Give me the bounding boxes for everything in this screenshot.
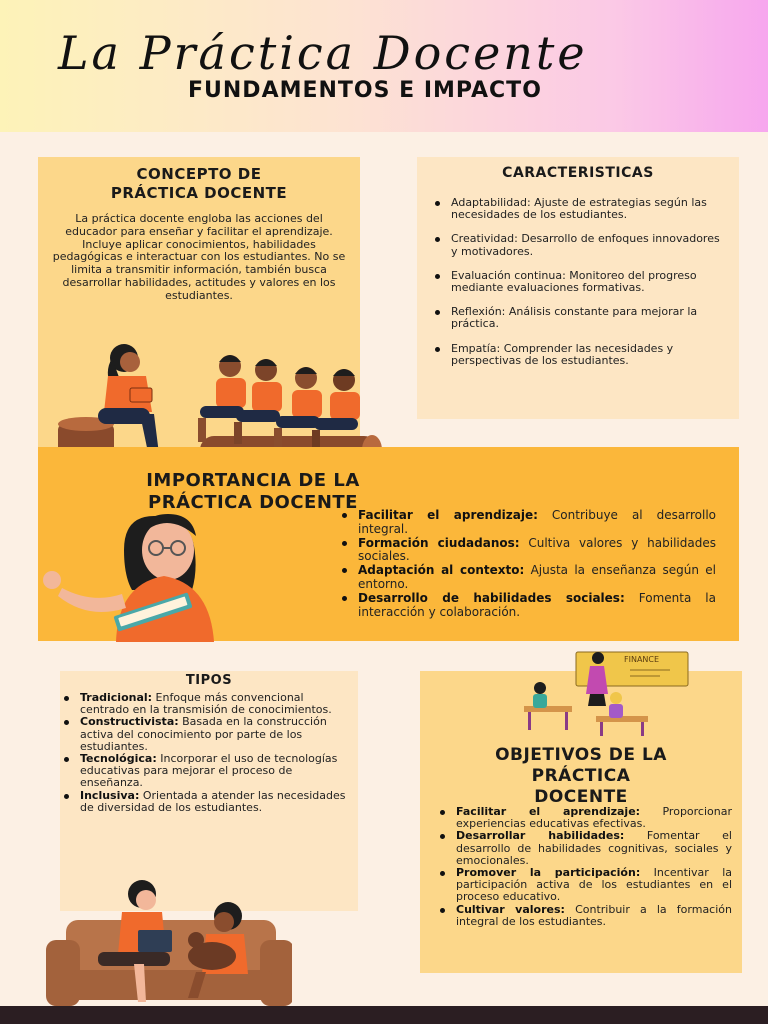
page-subtitle: FUNDAMENTOS E IMPACTO — [188, 78, 542, 103]
list-item — [60, 692, 350, 716]
caracteristicas-box — [417, 157, 739, 419]
item-text: Enfoque más convencional centrado en la transmisión de conocimientos. — [80, 691, 332, 717]
list-item: Reflexión: Análisis constante para mejorar la práctica. — [431, 306, 727, 330]
item-bold: Promover la participación: — [456, 866, 641, 880]
list-item — [338, 537, 716, 565]
list-item — [436, 830, 732, 867]
importancia-title-line2: PRÁCTICA DOCENTE — [148, 492, 358, 513]
item-bold: Adaptación al contexto: — [358, 563, 525, 578]
objetivos-title-line3: DOCENTE — [534, 787, 628, 807]
list-item — [338, 509, 716, 537]
board-text: FINANCE — [624, 655, 660, 664]
list-item: Creatividad: Desarrollo de enfoques innovadores y motivadores. — [431, 233, 727, 257]
item-bold: Facilitar el aprendizaje: — [358, 508, 538, 522]
page-title: La Práctica Docente — [58, 26, 588, 80]
list-item — [60, 753, 350, 790]
item-bold: Facilitar el aprendizaje: — [456, 805, 641, 818]
item-text: Cultiva valores y habilidades sociales. — [358, 535, 716, 564]
list-item: Adaptabilidad: Ajuste de estrategias según las necesidades de los estudiantes. — [431, 197, 727, 221]
teacher-illustration — [36, 510, 266, 642]
objetivos-list — [436, 806, 732, 928]
item-text: Incentivar la participación activa de los estudiantes en el proceso educativo. — [456, 866, 733, 904]
importancia-list — [338, 509, 716, 619]
list-item — [338, 564, 716, 592]
item-text: Basada en la construcción activa del conocimiento por parte de los estudiantes. — [80, 715, 327, 753]
item-text: Proporcionar experiencias educativas efectivas. — [456, 805, 733, 831]
concepto-body: La práctica docente engloba las acciones del educador para enseñar y facilitar el aprendizaje. Incluye aplicar conocimientos, habilidades pedagógicas e interactuar con los estudiantes. No se limita a transmitir información, también busca desarrollar habilidades, actitudes y valores en los estudiantes. — [52, 212, 346, 302]
item-text: Ajusta la enseñanza según el entorno. — [358, 563, 716, 591]
concepto-title — [38, 165, 360, 203]
classroom-illustration — [520, 646, 696, 738]
list-item — [60, 790, 350, 814]
tipos-list — [60, 692, 350, 814]
item-text: Contribuir a la formación integral de los estudiantes. — [456, 902, 732, 928]
objetivos-title-line1: OBJETIVOS DE LA — [495, 745, 667, 765]
list-item: Empatía: Comprender las necesidades y perspectivas de los estudiantes. — [431, 343, 727, 367]
item-text: Fomenta la interacción y colaboración. — [358, 590, 716, 619]
list-item — [436, 806, 732, 830]
list-item — [436, 867, 732, 904]
list-item — [60, 716, 350, 753]
item-text: Incorporar el uso de tecnologías educativas para mejorar el proceso de enseñanza. — [80, 752, 338, 790]
item-bold: Cultivar valores: — [456, 902, 565, 916]
tutoring-illustration — [46, 876, 292, 1006]
list-item — [338, 592, 716, 620]
concepto-title-line2: PRÁCTICA DOCENTE — [110, 184, 288, 202]
item-bold: Desarrollar habilidades: — [456, 829, 625, 843]
objetivos-title-line2: PRÁCTICA — [531, 766, 631, 786]
footer-bar — [0, 1006, 768, 1024]
item-bold: Constructivista: — [80, 715, 179, 729]
objetivos-title — [420, 745, 742, 808]
caracteristicas-title: CARACTERISTICAS — [502, 165, 654, 181]
item-bold: Formación ciudadanos: — [358, 535, 520, 550]
item-bold: Desarrollo de habilidades sociales: — [358, 590, 625, 605]
tipos-title: TIPOS — [185, 673, 233, 688]
item-text: Orientada a atender las necesidades de diversidad de los estudiantes. — [80, 788, 346, 814]
list-item — [436, 904, 732, 928]
importancia-title-line1: IMPORTANCIA DE LA — [146, 470, 360, 491]
item-text: Contribuye al desarrollo integral. — [358, 508, 716, 536]
item-bold: Tradicional: — [80, 691, 153, 704]
list-item: Evaluación continua: Monitoreo del progreso mediante evaluaciones formativas. — [431, 270, 727, 294]
concepto-title-line1: CONCEPTO DE — [136, 165, 262, 183]
item-bold: Tecnológica: — [80, 752, 157, 766]
item-text: Fomentar el desarrollo de habilidades cognitivas, sociales y emocionales. — [456, 829, 732, 867]
item-bold: Inclusiva: — [80, 788, 140, 802]
tipos-box — [60, 671, 358, 911]
caracteristicas-list — [431, 197, 727, 367]
